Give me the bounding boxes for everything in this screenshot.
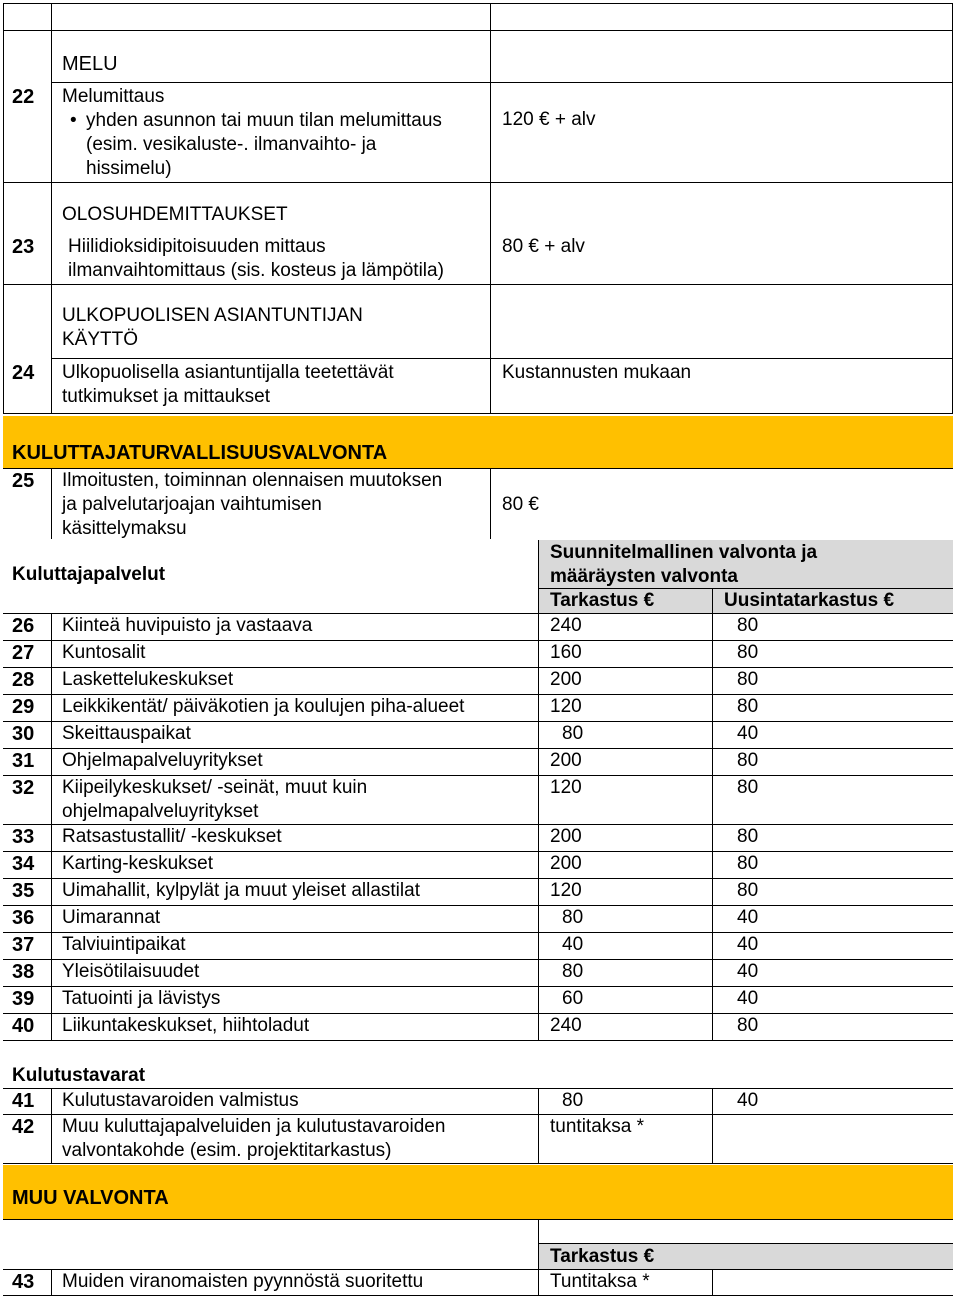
row-number: 23 [12,236,35,258]
row-tarkastus: 80 [562,723,584,744]
row-tarkastus: 80 [562,907,584,928]
row-uusinta: 40 [737,988,759,1009]
row-tarkastus: 80 [562,961,584,982]
row-name: Kiipeilykeskukset/ -seinät, muut kuin [62,777,368,798]
divider [952,3,953,413]
kuluttajaturvallisuus-line: ja palvelutarjoajan vaihtumisen [62,494,322,515]
divider [3,182,953,183]
divider [3,1163,953,1164]
col-uusinta: Uusintatarkastus € [724,590,895,611]
row-tarkastus: 200 [550,853,582,874]
divider [712,1088,713,1163]
row-name: Karting-keskukset [62,853,214,874]
ulkopuolinen-heading: KÄYTTÖ [62,329,139,350]
divider [538,1088,539,1163]
row-number: 28 [12,669,35,691]
row-number: 35 [12,880,35,902]
row-name: Talviuintipaikat [62,934,186,955]
melu-heading: MELU [62,53,118,75]
ulkopuolinen-price: Kustannusten mukaan [502,362,692,383]
row-name: Kulutustavaroiden valmistus [62,1090,299,1111]
row-uusinta: 80 [737,669,759,690]
row-uusinta: 40 [737,1090,759,1111]
row-number: 41 [12,1090,35,1112]
muu-valvonta-heading: MUU VALVONTA [12,1187,169,1209]
row-name: Skeittauspaikat [62,723,191,744]
row-name: Kuntosalit [62,642,146,663]
row-uusinta: 80 [737,642,759,663]
row-uusinta: 80 [737,1015,759,1036]
divider [3,3,4,413]
olosuhde-heading: OLOSUHDEMITTAUKSET [62,204,288,225]
row-name: Tatuointi ja lävistys [62,988,221,1009]
kulutustavarat-label: Kulutustavarat [12,1065,146,1086]
melu-bullet-line: yhden asunnon tai muun tilan melumittaus [86,110,442,131]
kuluttajaturvallisuus-line: käsittelymaksu [62,518,187,539]
row-number: 38 [12,961,35,983]
row-tarkastus: 160 [550,642,582,663]
row-number: 22 [12,86,35,108]
row-number: 36 [12,907,35,929]
divider [712,588,713,613]
divider [712,613,713,1040]
divider [3,1219,953,1220]
ulkopuolinen-heading: ULKOPUOLISEN ASIANTUNTIJAN [62,305,363,326]
bullet-icon: • [70,110,77,131]
divider [538,1219,539,1295]
divider [51,1088,52,1163]
row-number: 27 [12,642,35,664]
divider [51,82,953,83]
row-number: 40 [12,1015,35,1037]
divider [3,413,953,414]
col-tarkastus: Tarkastus € [550,590,655,611]
row-number: 24 [12,362,35,384]
row-uusinta: 80 [737,777,759,798]
kuluttajaturvallisuus-price: 80 € [502,494,539,515]
row-name: Uimahallit, kylpylät ja muut yleiset allastilat [62,880,420,901]
kuluttajaturvallisuus-line: Ilmoitusten, toiminnan olennaisen muutoksen [62,470,443,491]
row-name: Yleisötilaisuudet [62,961,200,982]
row-tarkastus: 80 [562,1090,584,1111]
row-tarkastus: 40 [562,934,584,955]
olosuhde-line: Hiilidioksidipitoisuuden mittaus [68,236,326,257]
divider [490,468,491,539]
row-tarkastus: 240 [550,615,582,636]
row-number: 26 [12,615,35,637]
row-name: Uimarannat [62,907,161,928]
row-name: Ohjelmapalveluyritykset [62,750,263,771]
row-number: 37 [12,934,35,956]
divider [51,468,52,539]
melu-price: 120 € + alv [502,109,596,130]
olosuhde-price: 80 € + alv [502,236,585,257]
row-uusinta: 80 [737,826,759,847]
row-tarkastus: 200 [550,669,582,690]
divider [538,613,539,1040]
row-tarkastus: 200 [550,826,582,847]
row-uusinta: 40 [737,934,759,955]
row-uusinta: 40 [737,907,759,928]
row-tarkastus: 120 [550,880,582,901]
row-tarkastus: 120 [550,777,582,798]
divider [538,540,539,613]
row-number: 43 [12,1271,35,1293]
row-number: 29 [12,696,35,718]
ulkopuolinen-line: tutkimukset ja mittaukset [62,386,271,407]
divider [51,358,953,359]
row-number: 39 [12,988,35,1010]
row-uusinta: 40 [737,723,759,744]
divider [51,3,52,413]
row-name: Muu kuluttajapalveluiden ja kulutustavaroiden [62,1116,446,1137]
ulkopuolinen-line: Ulkopuolisella asiantuntijalla teetettävät [62,362,394,383]
row-number: 31 [12,750,35,772]
divider [490,3,491,413]
row-number: 32 [12,777,35,799]
divider [3,1040,953,1041]
row-name: Muiden viranomaisten pyynnöstä suoritettu [62,1271,424,1292]
row-tarkastus: 200 [550,750,582,771]
row-name: Leikkikentät/ päiväkotien ja koulujen piha-alueet [62,696,465,717]
row-uusinta: 80 [737,853,759,874]
row-number: 34 [12,853,35,875]
divider [51,613,52,1040]
row-uusinta: 80 [737,615,759,636]
olosuhde-line: ilmanvaihtomittaus (sis. kosteus ja lämpötila) [68,260,444,281]
row-uusinta: 40 [737,961,759,982]
divider [3,640,953,641]
divider [538,1243,953,1244]
divider [712,1269,713,1295]
kuluttajaturvallisuus-heading: KULUTTAJATURVALLISUUSVALVONTA [12,442,388,464]
kuluttajapalvelut-label: Kuluttajapalvelut [12,564,166,585]
row-name: Laskettelukeskukset [62,669,234,690]
row-uusinta: 80 [737,750,759,771]
melu-bullet-line: (esim. vesikaluste-. ilmanvaihto- ja [86,134,377,155]
row-tarkastus: tuntitaksa * [550,1116,644,1137]
row-name: Liikuntakeskukset, hiihtoladut [62,1015,310,1036]
row-name-cont: ohjelmapalveluyritykset [62,801,259,822]
row-number: 42 [12,1116,35,1138]
melu-title: Melumittaus [62,86,165,107]
divider [3,1295,953,1296]
row-number: 30 [12,723,35,745]
row-uusinta: 80 [737,880,759,901]
melu-bullet-line: hissimelu) [86,158,172,179]
row-name-cont: valvontakohde (esim. projektitarkastus) [62,1140,392,1161]
right-header-line: Suunnitelmallinen valvonta ja [550,542,818,563]
empty-header-row [3,3,953,31]
row-number: 33 [12,826,35,848]
divider [51,1269,52,1295]
divider [3,284,953,285]
row-name: Ratsastustallit/ -keskukset [62,826,282,847]
row-uusinta: 80 [737,696,759,717]
right-header-line: määräysten valvonta [550,566,738,587]
row-price: Tuntitaksa * [550,1271,650,1292]
row-number: 25 [12,470,35,492]
row-tarkastus: 120 [550,696,582,717]
col-tarkastus: Tarkastus € [550,1246,655,1267]
row-tarkastus: 60 [562,988,584,1009]
row-name: Kiinteä huvipuisto ja vastaava [62,615,313,636]
row-tarkastus: 240 [550,1015,582,1036]
